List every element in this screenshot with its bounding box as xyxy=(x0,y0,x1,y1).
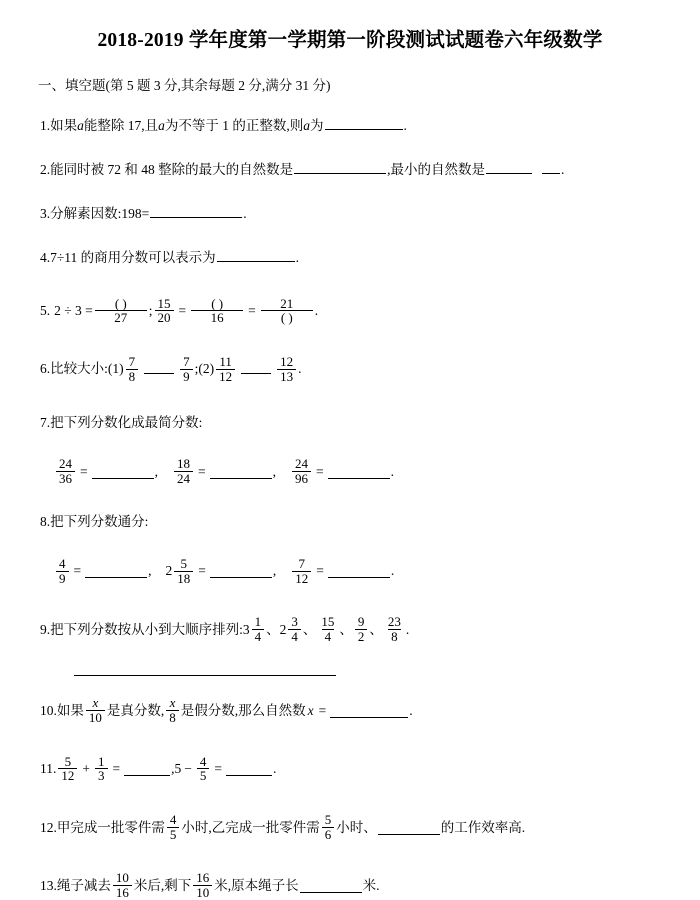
question-2-text-b: ,最小的自然数是 xyxy=(387,161,485,177)
question-13-fraction-2-denominator: 10 xyxy=(193,885,212,900)
question-6-fraction-4-numerator: 12 xyxy=(280,353,294,369)
question-5-fraction-2-denominator: 20 xyxy=(155,310,174,325)
question-7-fraction-3 xyxy=(292,457,311,485)
question-10-text-c: 是假分数,那么自然数 xyxy=(180,703,306,718)
question-7-fraction-2-denominator: 24 xyxy=(174,471,193,486)
question-6-number: 6. xyxy=(40,361,51,377)
question-5-number: 5. xyxy=(40,303,51,319)
exam-paper-page xyxy=(0,24,700,900)
question-7-fraction-1-numerator: 24 xyxy=(59,456,72,472)
question-7-equals-1: = xyxy=(80,463,88,479)
question-8-items xyxy=(54,557,666,585)
question-8-fraction-2-numerator: 5 xyxy=(180,555,187,571)
question-9-fraction-4-numerator: 9 xyxy=(357,614,365,630)
question-11-fraction-3 xyxy=(197,755,210,783)
question-2-text-a: 能同时被 72 和 48 整除的最大的自然数是 xyxy=(50,161,294,177)
question-9-fraction-3 xyxy=(318,615,337,643)
question-7-blank-1[interactable] xyxy=(92,465,154,479)
question-7-separator-1: , xyxy=(154,463,158,479)
question-2-number: 2. xyxy=(40,161,51,177)
question-6-fraction-2-numerator: 7 xyxy=(183,353,190,369)
question-12-fraction-2-numerator: 5 xyxy=(324,812,332,828)
question-9-separator-1: 、 xyxy=(266,621,280,637)
question-11-blank-2[interactable] xyxy=(226,762,272,776)
question-6-period: . xyxy=(298,361,302,377)
question-8-equals-2: = xyxy=(198,563,206,579)
question-9-separator-5: . xyxy=(405,621,410,637)
question-9-fraction-1-numerator: 1 xyxy=(254,614,262,630)
question-9-text-a: 把下列分数按从小到大顺序排列: xyxy=(50,621,243,637)
question-7-fraction-2-numerator: 18 xyxy=(177,456,190,472)
question-6-fraction-1-denominator: 8 xyxy=(126,369,139,384)
question-7-fraction-3-denominator: 96 xyxy=(292,471,311,486)
question-7-fraction-3-numerator: 24 xyxy=(295,456,308,472)
question-10-fraction-2-numerator: x xyxy=(169,695,176,711)
question-8-blank-2[interactable] xyxy=(210,565,272,579)
question-5-equals-1: = xyxy=(178,303,187,319)
question-8-blank-3[interactable] xyxy=(328,565,390,579)
question-6-fraction-4-denominator: 13 xyxy=(277,369,296,384)
question-9-fraction-2 xyxy=(288,615,301,643)
question-8-equals-3: = xyxy=(316,563,324,579)
question-5-fraction-3-numerator: ( ) xyxy=(211,295,224,311)
question-11-period: . xyxy=(273,761,277,777)
question-9-separator-2: 、 xyxy=(302,621,317,637)
question-10-fraction-1-numerator: x xyxy=(92,695,99,711)
question-9 xyxy=(40,616,666,644)
question-9-number: 9. xyxy=(40,621,51,637)
question-1-text-d: 为 xyxy=(310,117,324,133)
question-11-fraction-2-denominator: 3 xyxy=(95,768,108,783)
question-1-var-b: a xyxy=(158,117,165,133)
question-2-blank-3[interactable] xyxy=(542,160,560,174)
question-9-fraction-5-numerator: 23 xyxy=(387,614,401,630)
question-7-text-a: 把下列分数化成最简分数: xyxy=(50,414,203,430)
question-5-fraction-4-numerator: 21 xyxy=(280,295,294,311)
page-title: 2018-2019 学年度第一学期第一阶段测试试题卷六年级数学 xyxy=(97,30,603,51)
question-11-mid-text: ,5 xyxy=(171,761,182,777)
question-11-minus: − xyxy=(184,761,192,777)
question-3-number: 3. xyxy=(40,205,51,221)
question-10-fraction-1 xyxy=(86,696,105,724)
question-12-fraction-2 xyxy=(322,813,335,841)
question-5-fraction-3[interactable] xyxy=(191,297,243,325)
question-9-fraction-3-denominator: 4 xyxy=(322,629,335,644)
question-6 xyxy=(40,355,666,383)
question-7-fraction-1 xyxy=(56,457,75,485)
question-5-fraction-4[interactable] xyxy=(261,297,313,325)
question-10-period: . xyxy=(409,703,413,718)
question-1-var-c: a xyxy=(303,117,310,133)
question-10-variable-x: x xyxy=(307,703,314,718)
question-6-fraction-2 xyxy=(180,355,193,383)
question-8 xyxy=(40,513,666,531)
question-8-fraction-1 xyxy=(56,557,69,585)
question-6-fraction-3-numerator: 11 xyxy=(219,353,232,369)
question-11-fraction-2 xyxy=(95,755,108,783)
question-10-text-b: 是真分数, xyxy=(106,703,165,718)
question-8-blank-1[interactable] xyxy=(85,565,147,579)
question-11-fraction-2-numerator: 1 xyxy=(98,753,105,769)
question-12 xyxy=(40,814,666,842)
question-1-number: 1. xyxy=(40,117,51,133)
question-13-fraction-1-numerator: 10 xyxy=(115,870,129,886)
question-1-var-a: a xyxy=(77,117,84,133)
question-12-fraction-1 xyxy=(167,813,180,841)
question-8-fraction-2 xyxy=(174,557,193,585)
question-13-fraction-2 xyxy=(193,871,212,899)
question-10-number: 10. xyxy=(40,703,57,718)
question-1-period: . xyxy=(403,117,407,133)
question-13-text-c: 米,原本绳子长 xyxy=(214,877,299,893)
question-13-text-a: 绳子减去 xyxy=(56,877,111,893)
question-3-text-a: 分解素因数:198= xyxy=(50,205,150,221)
question-9-whole-2: 2 xyxy=(279,621,287,637)
question-10-text-a: 如果 xyxy=(56,703,84,718)
question-13-text-b: 米后,剩下 xyxy=(133,877,192,893)
question-11-fraction-1-numerator: 5 xyxy=(64,753,72,769)
question-11-equals-2: = xyxy=(214,761,222,777)
question-4-period: . xyxy=(295,249,300,265)
question-4 xyxy=(40,248,666,267)
question-8-whole-2: 2 xyxy=(165,563,173,579)
question-11-fraction-1 xyxy=(58,755,77,783)
question-9-fraction-4 xyxy=(355,615,368,643)
question-7-separator-3: . xyxy=(390,463,394,479)
question-5-semicolon: ; xyxy=(148,303,153,319)
question-7-equals-3: = xyxy=(316,463,324,479)
question-7-fraction-2 xyxy=(174,457,193,485)
question-12-number: 12. xyxy=(40,819,57,835)
question-5-fraction-1[interactable] xyxy=(95,297,147,325)
question-9-mixed-1 xyxy=(243,616,266,644)
question-12-text-d: 的工作效率高. xyxy=(440,819,526,835)
question-13-fraction-1 xyxy=(113,871,132,899)
question-12-fraction-1-numerator: 4 xyxy=(169,812,177,828)
question-9-answer-line[interactable] xyxy=(74,674,336,676)
question-10 xyxy=(40,697,666,725)
question-7-blank-3[interactable] xyxy=(328,465,390,479)
question-5-expression-start: 2 ÷ 3 = xyxy=(54,303,93,319)
question-6-fraction-3-denominator: 12 xyxy=(216,369,235,384)
question-8-mixed-3 xyxy=(290,557,313,585)
question-6-fraction-4 xyxy=(277,355,296,383)
question-8-separator-3: . xyxy=(390,563,395,579)
question-11-fraction-1-denominator: 12 xyxy=(58,768,77,783)
question-2-blank-1[interactable] xyxy=(294,160,386,174)
question-11-equals-1: = xyxy=(112,761,121,777)
question-1-text-b: 能整除 17,且 xyxy=(83,117,159,133)
question-9-fraction-2-numerator: 3 xyxy=(291,614,298,630)
question-11-plus: + xyxy=(82,761,90,777)
question-13-blank[interactable] xyxy=(300,879,362,893)
question-7-separator-2: , xyxy=(272,463,276,479)
question-11 xyxy=(40,755,666,783)
question-6-mid-text: ;(2) xyxy=(194,361,215,377)
question-8-number: 8. xyxy=(40,514,51,530)
question-9-fraction-5-denominator: 8 xyxy=(388,629,401,644)
question-13-fraction-1-denominator: 16 xyxy=(113,885,132,900)
question-9-whole-1: 3 xyxy=(242,621,250,637)
question-5 xyxy=(40,297,666,325)
question-2 xyxy=(40,160,666,179)
question-5-fraction-1-numerator: ( ) xyxy=(114,295,127,311)
question-10-fraction-2-denominator: 8 xyxy=(166,710,179,725)
question-9-fraction-1 xyxy=(252,615,265,643)
question-8-fraction-1-denominator: 9 xyxy=(56,571,69,586)
question-9-fraction-4-denominator: 2 xyxy=(355,629,368,644)
question-5-fraction-4-denominator: ( ) xyxy=(261,310,313,325)
question-6-text-a: 比较大小:(1) xyxy=(50,361,124,377)
question-8-equals-1: = xyxy=(73,563,82,579)
question-7-blank-2[interactable] xyxy=(210,465,272,479)
question-8-fraction-3-numerator: 7 xyxy=(298,555,305,571)
question-4-text-a: 7÷11 的商用分数可以表示为 xyxy=(50,249,216,265)
question-2-blank-2[interactable] xyxy=(486,160,532,174)
question-8-fraction-2-denominator: 18 xyxy=(174,571,193,586)
question-1-text-c: 为不等于 1 的正整数,则 xyxy=(164,117,304,133)
question-12-fraction-2-denominator: 6 xyxy=(322,827,335,842)
question-12-blank[interactable] xyxy=(378,821,440,835)
question-10-blank[interactable] xyxy=(330,704,408,718)
question-8-separator-2: , xyxy=(272,563,277,579)
question-4-number: 4. xyxy=(40,249,51,265)
question-13-fraction-2-numerator: 16 xyxy=(196,870,210,886)
question-8-text-a: 把下列分数通分: xyxy=(50,514,149,530)
question-11-blank-1[interactable] xyxy=(124,762,170,776)
section-heading: 一、填空题(第 5 题 3 分,其余每题 2 分,满分 31 分) xyxy=(38,78,331,93)
question-13 xyxy=(40,872,666,900)
question-6-compare-blank-2[interactable] xyxy=(241,365,271,374)
question-9-fraction-5 xyxy=(385,615,404,643)
question-9-fraction-1-denominator: 4 xyxy=(252,629,265,644)
question-1 xyxy=(40,116,666,135)
question-5-equals-2: = xyxy=(248,303,256,319)
question-3 xyxy=(40,204,666,223)
question-3-period: . xyxy=(243,205,247,221)
question-8-fraction-3-denominator: 12 xyxy=(292,571,311,586)
question-9-separator-4: 、 xyxy=(369,621,383,637)
question-4-blank[interactable] xyxy=(217,248,295,262)
question-9-mixed-2 xyxy=(280,616,303,644)
question-8-fraction-1-numerator: 4 xyxy=(59,555,66,571)
question-6-fraction-2-denominator: 9 xyxy=(180,369,193,384)
question-5-period: . xyxy=(314,303,319,319)
question-5-fraction-2 xyxy=(155,297,174,325)
question-12-text-b: 小时,乙完成一批零件需 xyxy=(181,819,320,835)
question-6-fraction-1 xyxy=(126,355,139,383)
question-10-equals: = xyxy=(318,703,327,718)
question-10-fraction-1-denominator: 10 xyxy=(86,710,105,725)
question-7-equals-2: = xyxy=(198,463,206,479)
question-8-fraction-3 xyxy=(292,557,311,585)
question-8-mixed-1 xyxy=(54,557,71,585)
question-6-fraction-3 xyxy=(216,355,235,383)
question-7-number: 7. xyxy=(40,414,51,430)
question-12-text-c: 小时、 xyxy=(336,819,377,835)
question-10-fraction-2 xyxy=(166,696,179,724)
question-6-fraction-1-numerator: 7 xyxy=(128,353,136,369)
question-5-fraction-3-denominator: 16 xyxy=(191,310,243,325)
question-5-fraction-1-denominator: 27 xyxy=(95,310,147,325)
question-8-separator-1: , xyxy=(148,563,152,579)
question-8-mixed-2 xyxy=(166,557,196,585)
question-9-fraction-3-numerator: 15 xyxy=(321,614,335,630)
question-11-number: 11. xyxy=(40,761,57,777)
question-12-text-a: 甲完成一批零件需 xyxy=(56,819,165,835)
question-1-text-a: 如果 xyxy=(50,117,78,133)
question-11-fraction-3-denominator: 5 xyxy=(197,768,210,783)
question-9-separator-3: 、 xyxy=(339,621,353,637)
question-7-items xyxy=(54,458,666,486)
question-2-period: . xyxy=(561,161,565,177)
question-13-number: 13. xyxy=(40,877,57,893)
question-7 xyxy=(40,414,666,432)
question-7-fraction-1-denominator: 36 xyxy=(56,471,75,486)
question-1-blank[interactable] xyxy=(325,116,403,130)
question-9-fraction-2-denominator: 4 xyxy=(288,629,301,644)
question-6-compare-blank-1[interactable] xyxy=(144,365,174,374)
question-5-fraction-2-numerator: 15 xyxy=(157,295,171,311)
question-3-blank[interactable] xyxy=(150,204,242,218)
question-13-text-d: 米. xyxy=(362,877,380,893)
question-12-fraction-1-denominator: 5 xyxy=(167,827,180,842)
question-11-fraction-3-numerator: 4 xyxy=(199,753,207,769)
